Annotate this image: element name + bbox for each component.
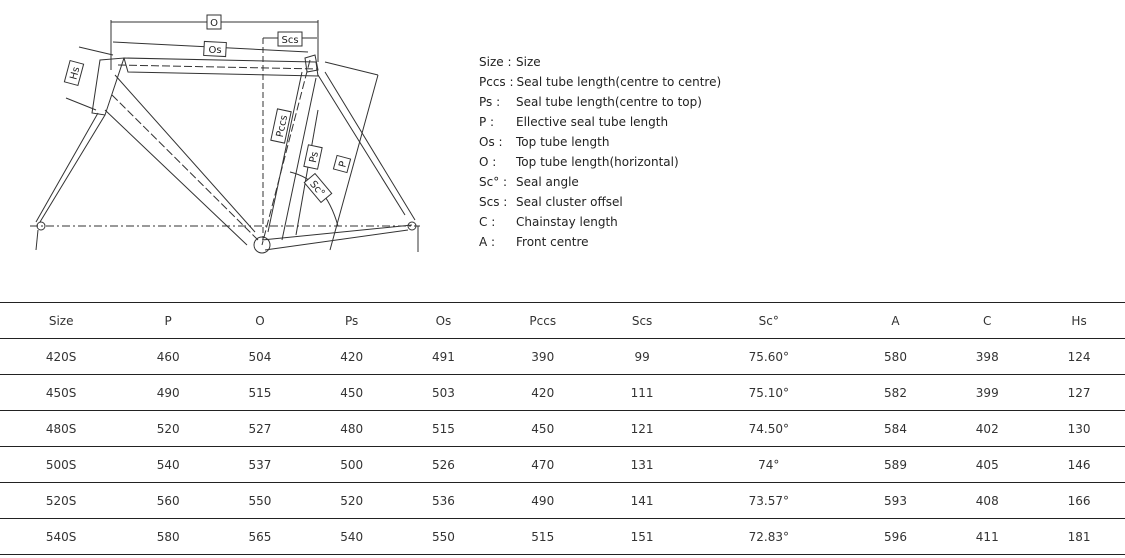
table-cell: 593 <box>850 483 942 519</box>
dim-label-P <box>333 155 350 172</box>
table-cell: 500S <box>0 447 122 483</box>
table-cell: 540 <box>122 447 214 483</box>
dim-label-Scs <box>278 32 302 46</box>
table-cell: 520 <box>122 411 214 447</box>
svg-text:Hs: Hs <box>68 65 83 81</box>
dim-label-Os <box>204 41 227 56</box>
table-cell: 596 <box>850 519 942 555</box>
table-cell: 141 <box>596 483 688 519</box>
legend-key: O : <box>479 155 497 169</box>
table-cell: 537 <box>214 447 306 483</box>
dimension-legend <box>479 52 721 252</box>
legend-desc: Seal tube length(centre to centre) <box>516 75 722 89</box>
legend-desc: Top tube length <box>516 135 610 149</box>
table-cell: 500 <box>306 447 398 483</box>
table-cell: 550 <box>214 483 306 519</box>
table-cell: 480 <box>306 411 398 447</box>
frame-geometry-diagram <box>0 0 470 270</box>
legend-key: P : <box>479 115 495 129</box>
table-cell: 399 <box>941 375 1033 411</box>
table-cell: 151 <box>596 519 688 555</box>
table-header-row <box>0 303 1125 339</box>
dim-label-Ps <box>304 145 322 169</box>
table-cell: 181 <box>1033 519 1125 555</box>
table-cell: 491 <box>398 339 490 375</box>
table-cell: 580 <box>122 519 214 555</box>
svg-text:Ps: Ps <box>307 150 321 164</box>
legend-desc: Chainstay length <box>516 215 618 229</box>
table-cell: 75.10° <box>688 375 850 411</box>
table-cell: 74.50° <box>688 411 850 447</box>
legend-key: Os : <box>479 135 503 149</box>
legend-desc: Seal cluster offsel <box>516 195 623 209</box>
table-cell: 515 <box>214 375 306 411</box>
table-cell: 390 <box>489 339 596 375</box>
legend-desc: Seal angle <box>516 175 579 189</box>
legend-desc: Top tube length(horizontal) <box>516 155 679 169</box>
legend-desc: Size <box>516 55 541 69</box>
legend-row <box>479 72 721 92</box>
svg-text:Sc°: Sc° <box>307 178 327 199</box>
table-cell: 121 <box>596 411 688 447</box>
table-cell: 420 <box>306 339 398 375</box>
legend-desc: Seal tube length(centre to top) <box>516 95 702 109</box>
table-cell: 420 <box>489 375 596 411</box>
column-header: Hs <box>1033 303 1125 339</box>
legend-key: Pccs : <box>479 75 514 89</box>
column-header: O <box>214 303 306 339</box>
table-cell: 398 <box>941 339 1033 375</box>
column-header: A <box>850 303 942 339</box>
legend-row <box>479 212 721 232</box>
table-cell: 503 <box>398 375 490 411</box>
table-cell: 520 <box>306 483 398 519</box>
table-cell: 450 <box>489 411 596 447</box>
table-row <box>0 339 1125 375</box>
table-cell: 582 <box>850 375 942 411</box>
table-cell: 490 <box>122 375 214 411</box>
table-cell: 111 <box>596 375 688 411</box>
table-cell: 131 <box>596 447 688 483</box>
legend-row <box>479 232 721 252</box>
legend-key: Scs : <box>479 195 508 209</box>
table-cell: 584 <box>850 411 942 447</box>
legend-desc: Front centre <box>516 235 589 249</box>
table-cell: 515 <box>489 519 596 555</box>
table-cell: 402 <box>941 411 1033 447</box>
dim-label-Sc <box>304 174 331 203</box>
table-cell: 515 <box>398 411 490 447</box>
table-cell: 589 <box>850 447 942 483</box>
table-cell: 460 <box>122 339 214 375</box>
table-cell: 490 <box>489 483 596 519</box>
column-header: Pccs <box>489 303 596 339</box>
geometry-table <box>0 302 1125 555</box>
column-header: Os <box>398 303 490 339</box>
table-cell: 146 <box>1033 447 1125 483</box>
table-cell: 565 <box>214 519 306 555</box>
column-header: C <box>941 303 1033 339</box>
table-cell: 99 <box>596 339 688 375</box>
table-cell: 580 <box>850 339 942 375</box>
legend-row <box>479 152 721 172</box>
table-row <box>0 375 1125 411</box>
table-cell: 72.83° <box>688 519 850 555</box>
dim-label-Hs <box>64 61 83 86</box>
legend-key: Ps : <box>479 95 501 109</box>
legend-key: A : <box>479 235 496 249</box>
column-header: P <box>122 303 214 339</box>
table-cell: 504 <box>214 339 306 375</box>
svg-text:Pccs: Pccs <box>274 114 291 139</box>
table-cell: 127 <box>1033 375 1125 411</box>
legend-key: Sc° : <box>479 175 508 189</box>
table-row <box>0 519 1125 555</box>
table-cell: 520S <box>0 483 122 519</box>
table-row <box>0 483 1125 519</box>
column-header: Ps <box>306 303 398 339</box>
table-cell: 527 <box>214 411 306 447</box>
column-header: Sc° <box>688 303 850 339</box>
svg-text:P: P <box>337 160 350 169</box>
table-cell: 480S <box>0 411 122 447</box>
table-cell: 74° <box>688 447 850 483</box>
table-cell: 124 <box>1033 339 1125 375</box>
table-cell: 540 <box>306 519 398 555</box>
legend-desc: Ellective seal tube length <box>516 115 669 129</box>
table-cell: 411 <box>941 519 1033 555</box>
table-cell: 560 <box>122 483 214 519</box>
dim-label-O <box>207 15 221 29</box>
table-row <box>0 447 1125 483</box>
column-header: Size <box>0 303 122 339</box>
column-header: Scs <box>596 303 688 339</box>
legend-row <box>479 172 721 192</box>
legend-row <box>479 52 721 72</box>
table-cell: 420S <box>0 339 122 375</box>
table-cell: 540S <box>0 519 122 555</box>
table-cell: 166 <box>1033 483 1125 519</box>
legend-row <box>479 192 721 212</box>
svg-text:Os: Os <box>208 45 222 56</box>
table-cell: 536 <box>398 483 490 519</box>
legend-row <box>479 92 721 112</box>
svg-text:Scs: Scs <box>281 35 299 46</box>
table-cell: 550 <box>398 519 490 555</box>
legend-key: Size : <box>479 55 512 69</box>
table-body <box>0 339 1125 555</box>
svg-text:O: O <box>210 18 218 29</box>
table-cell: 526 <box>398 447 490 483</box>
table-cell: 470 <box>489 447 596 483</box>
legend-row <box>479 112 721 132</box>
table-row <box>0 411 1125 447</box>
table-cell: 73.57° <box>688 483 850 519</box>
table-cell: 405 <box>941 447 1033 483</box>
table-cell: 450 <box>306 375 398 411</box>
table-cell: 75.60° <box>688 339 850 375</box>
table-cell: 130 <box>1033 411 1125 447</box>
legend-key: C : <box>479 215 496 229</box>
table-cell: 450S <box>0 375 122 411</box>
table-cell: 408 <box>941 483 1033 519</box>
legend-row <box>479 132 721 152</box>
